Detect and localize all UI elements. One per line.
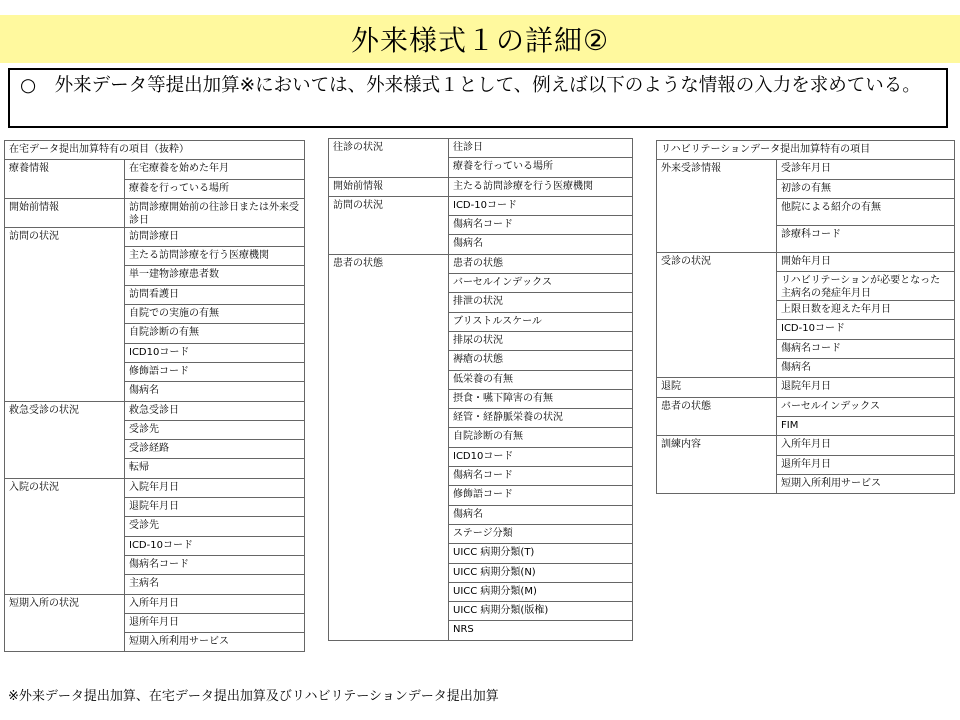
- item-cell: 低栄養の有無: [449, 370, 633, 389]
- table-row: [5, 160, 305, 179]
- category-cell: 外来受診情報: [657, 160, 777, 253]
- category-cell: 入院の状況: [5, 478, 125, 594]
- category-cell: 往診の状況: [329, 139, 449, 178]
- item-cell: 在宅療養を始めた年月: [125, 160, 305, 179]
- item-cell: ブリストルスケール: [449, 312, 633, 331]
- item-cell: 経管・経静脈栄養の状況: [449, 409, 633, 428]
- table-row: [657, 436, 955, 455]
- item-cell: ICD-10コード: [777, 320, 955, 339]
- item-cell: UICC 病期分類(M): [449, 582, 633, 601]
- item-cell: 傷病名: [449, 235, 633, 254]
- rehab-items-table: [656, 140, 955, 494]
- table-row: [5, 401, 305, 420]
- item-cell: 単一建物診療患者数: [125, 266, 305, 285]
- category-cell: 療養情報: [5, 160, 125, 199]
- item-cell: 摂食・嚥下障害の有無: [449, 389, 633, 408]
- category-cell: 患者の状態: [657, 397, 777, 436]
- item-cell: 受診先: [125, 517, 305, 536]
- item-cell: 上限日数を迎えた年月日: [777, 301, 955, 320]
- item-cell: 診療科コード: [777, 225, 955, 252]
- item-cell: NRS: [449, 621, 633, 640]
- item-cell: 訪問診療開始前の往診日または外来受診日: [125, 198, 305, 227]
- table-header: リハビリテーションデータ提出加算特有の項目: [657, 141, 955, 160]
- item-cell: FIM: [777, 416, 955, 435]
- item-cell: 往診日: [449, 139, 633, 158]
- item-cell: 入所年月日: [777, 436, 955, 455]
- item-cell: 受診経路: [125, 440, 305, 459]
- item-cell: 短期入所利用サービス: [125, 633, 305, 652]
- category-cell: 短期入所の状況: [5, 594, 125, 652]
- table-row: [329, 139, 633, 158]
- item-cell: 修飾語コード: [449, 486, 633, 505]
- item-cell: 療養を行っている場所: [125, 179, 305, 198]
- item-cell: 傷病名コード: [125, 555, 305, 574]
- category-cell: 訪問の状況: [5, 227, 125, 401]
- category-cell: 訪問の状況: [329, 196, 449, 254]
- item-cell: リハビリテーションが必要となった主病名の発症年月日: [777, 272, 955, 301]
- item-cell: 傷病名コード: [449, 216, 633, 235]
- item-cell: 短期入所利用サービス: [777, 474, 955, 493]
- table-row: [5, 227, 305, 246]
- category-cell: 救急受診の状況: [5, 401, 125, 478]
- item-cell: 退所年月日: [125, 613, 305, 632]
- item-cell: ICD10コード: [449, 447, 633, 466]
- item-cell: UICC 病期分類(T): [449, 544, 633, 563]
- table-row: [5, 478, 305, 497]
- category-cell: 開始前情報: [5, 198, 125, 227]
- item-cell: UICC 病期分類(N): [449, 563, 633, 582]
- item-cell: 初診の有無: [777, 179, 955, 198]
- table-row: [329, 177, 633, 196]
- item-cell: 受診年月日: [777, 160, 955, 179]
- table-row: [657, 397, 955, 416]
- table-row: [5, 594, 305, 613]
- table-row: [5, 198, 305, 227]
- item-cell: 自院診断の有無: [449, 428, 633, 447]
- category-cell: 訓練内容: [657, 436, 777, 494]
- item-cell: 排泄の状況: [449, 293, 633, 312]
- item-cell: 訪問看護日: [125, 285, 305, 304]
- item-cell: 入所年月日: [125, 594, 305, 613]
- item-cell: バーセルインデックス: [777, 397, 955, 416]
- item-cell: 傷病名コード: [777, 339, 955, 358]
- category-cell: 開始前情報: [329, 177, 449, 196]
- item-cell: 退院年月日: [777, 378, 955, 397]
- zaitaku-items-table: [4, 140, 305, 652]
- item-cell: 受診先: [125, 420, 305, 439]
- item-cell: 褥瘡の状態: [449, 351, 633, 370]
- page-title: 外来様式１の詳細②: [350, 24, 610, 57]
- item-cell: 自院診断の有無: [125, 324, 305, 343]
- item-cell: 開始年月日: [777, 252, 955, 271]
- intro-text: ○ 外来データ等提出加算※においては、外来様式１として、例えば以下のような情報の入力を求めている。: [20, 75, 921, 96]
- item-cell: 訪問診療日: [125, 227, 305, 246]
- item-cell: 他院による紹介の有無: [777, 198, 955, 225]
- item-cell: 傷病名: [449, 505, 633, 524]
- item-cell: 転帰: [125, 459, 305, 478]
- item-cell: 退院年月日: [125, 498, 305, 517]
- item-cell: ICD-10コード: [449, 196, 633, 215]
- item-cell: 救急受診日: [125, 401, 305, 420]
- item-cell: 主病名: [125, 575, 305, 594]
- category-cell: 患者の状態: [329, 254, 449, 640]
- item-cell: 排尿の状況: [449, 331, 633, 350]
- intro-box: [8, 68, 948, 128]
- item-cell: UICC 病期分類(版権): [449, 602, 633, 621]
- category-cell: 受診の状況: [657, 252, 777, 377]
- table-header: 在宅データ提出加算特有の項目（抜粋）: [5, 141, 305, 160]
- table-row: [329, 254, 633, 273]
- table-row: [657, 378, 955, 397]
- item-cell: ICD10コード: [125, 343, 305, 362]
- item-cell: 傷病名: [125, 382, 305, 401]
- table-row: [657, 160, 955, 179]
- item-cell: ICD-10コード: [125, 536, 305, 555]
- item-cell: 傷病名コード: [449, 467, 633, 486]
- item-cell: 修飾語コード: [125, 362, 305, 381]
- table-row: [329, 196, 633, 215]
- oushin-items-table: [328, 138, 633, 641]
- item-cell: 傷病名: [777, 359, 955, 378]
- item-cell: 主たる訪問診療を行う医療機関: [125, 247, 305, 266]
- category-cell: 退院: [657, 378, 777, 397]
- item-cell: 自院での実施の有無: [125, 305, 305, 324]
- item-cell: 退所年月日: [777, 455, 955, 474]
- item-cell: 患者の状態: [449, 254, 633, 273]
- item-cell: 主たる訪問診療を行う医療機関: [449, 177, 633, 196]
- footnote: ※外来データ提出加算、在宅データ提出加算及びリハビリテーションデータ提出加算: [8, 689, 499, 704]
- title-bar: [0, 15, 960, 63]
- table-row: [657, 252, 955, 271]
- item-cell: バーセルインデックス: [449, 274, 633, 293]
- item-cell: 入院年月日: [125, 478, 305, 497]
- item-cell: 療養を行っている場所: [449, 158, 633, 177]
- item-cell: ステージ分類: [449, 524, 633, 543]
